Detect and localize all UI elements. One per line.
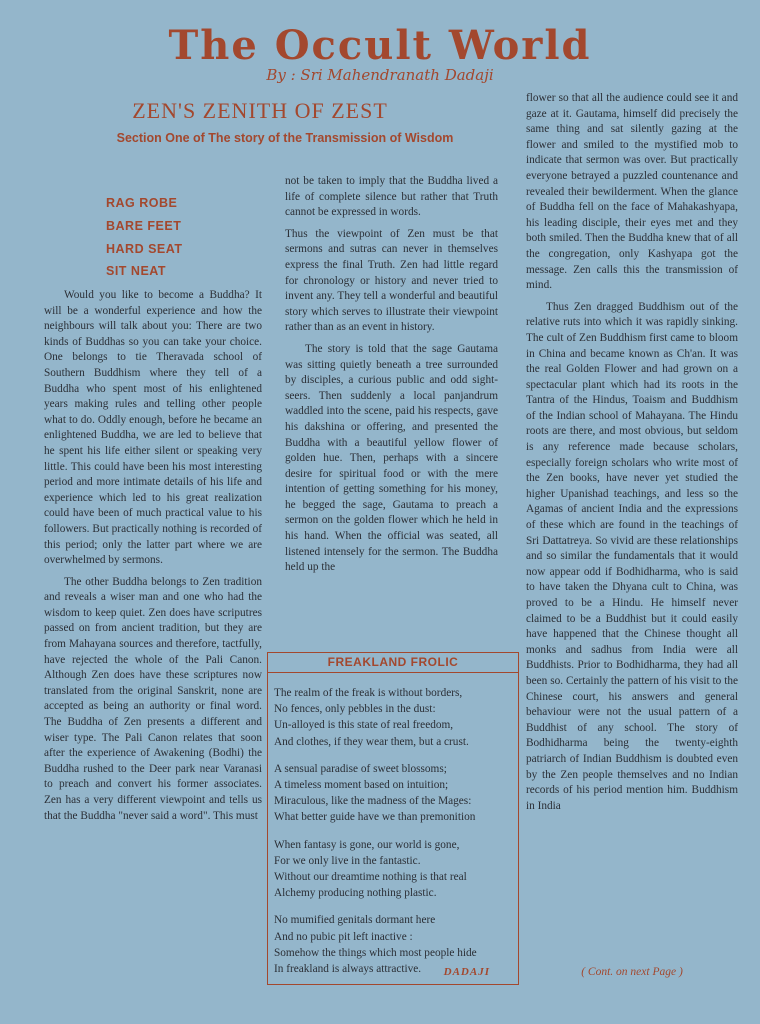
paragraph: Would you like to become a Buddha? It will be a wonderful experience and how the neighbours will talk about you: There are two kinds of Buddhas so you can take your choice. One belongs to tie Theravada school of Southern Buddhism where they tell of a Buddha who spent most of his enlightened years making rules and telling other people what to do. Oddly enough, before he became an enlightened Buddha, we are led to believe that he spent his life either silent or speaking very little. This could have been his most interesting period and more intimate details of his life and experience which led to his great realization could have been of much practical value to his followers. But practically nothing is recorded of this period; only the latter part where we are overwhelmed by sermons.: [44, 289, 262, 567]
motto-list: [106, 192, 256, 283]
poem-line: A timeless moment based on intuition;: [274, 779, 449, 792]
poem-line: Somehow the things which most people hide: [274, 946, 477, 959]
paragraph: The story is told that the sage Gautama was sitting quietly beneath a tree surrounded by disciples, a curious public and odd sight-seers. Then suddenly a local panjandrum waddled into the scene, paid his respects, gave his dakshina or offering, and presented the Buddha with a beautiful yellow flower of golden hue. Then, perhaps with a sincere desire for spiritual food or with the mere intention of getting something for his money, he begged the sage, Gautama to preach a sermon on the golden flower which he held in his hand. When the official was seated, all listened intensely for the sermon. The Buddha held up the: [285, 342, 498, 574]
poem-author: DADAJI: [443, 966, 490, 978]
poem-line: When fantasy is gone, our world is gone,: [274, 838, 460, 851]
poem-line: Un-alloyed is this state of real freedom,: [274, 719, 454, 732]
article-column-3: [526, 91, 738, 820]
poem-stanza: [274, 837, 514, 902]
poem-line: For we only live in the fantastic.: [274, 854, 421, 867]
poem-divider: [268, 672, 518, 673]
motto-line: RAG ROBE: [106, 196, 178, 210]
poem-line: No mumified genitals dormant here: [274, 914, 436, 927]
continued-notice: ( Cont. on next Page ): [581, 966, 683, 978]
paragraph: not be taken to imply that the Buddha lived a life of complete silence but rather that Truth cannot be expressed in words.: [285, 175, 498, 219]
paragraph: The other Buddha belongs to Zen tradition and reveals a wiser man and one who had the wisdom to keep quiet. Zen does have scriputres passed on from ancient tradition, but they are from Mahayana sources and therefore, tactfully, have rejected the whole of the Pali Canon. Although Zen does have these scriptures now translated from the original Sanskrit, none are accepted as being an authority or final word. The Buddha of Zen presents a different and wiser type. The Pali Canon relates that soon after the experience of Awakening (Bodhi) the Buddha rushed to the Deer park near Varanasi to preach and convert his former associates. Zen has a very different viewpoint and tells us that the Buddha "never said a word". This must: [44, 575, 262, 822]
poem-stanza: [274, 685, 514, 750]
byline: By : Sri Mahendranath Dadaji: [266, 66, 494, 84]
poem-line: Miraculous, like the madness of the Mages:: [274, 795, 472, 808]
paragraph: flower so that all the audience could see it and gaze at it. Gautama, himself did precisely the same thing and sat silently gazing at the flower and smiled to the mystified mob to indicate that sermon was over. But practically everyone betrayed a puzzled countenance and revealed their bewilderment. When the glance of Buddha fell on the face of Mahakashyapa, his leading disciple, their eyes met and they both smiled. Then the Buddha knew that of all the congregation, only Kashyapa got the message. Zen calls this the transmission of mind.: [526, 92, 738, 292]
poem-line: No fences, only pebbles in the dust:: [274, 703, 436, 716]
poem-line: What better guide have we than premonition: [274, 811, 476, 824]
section-subtitle: Section One of The story of the Transmission of Wisdom: [116, 131, 454, 145]
poem-line: And no pubic pit left inactive :: [274, 930, 413, 943]
article-column-2: [285, 174, 498, 582]
article-headline: ZEN'S ZENITH OF ZEST: [132, 98, 388, 123]
poem-line: In freakland is always attractive.: [274, 963, 422, 976]
poem-line: And clothes, if they wear them, but a crust.: [274, 735, 469, 748]
masthead-title: The Occult World: [168, 22, 592, 69]
poem-stanza: [274, 761, 514, 826]
motto-line: SIT NEAT: [106, 264, 167, 279]
motto-line: BARE FEET: [106, 218, 182, 233]
poem-body: [274, 685, 514, 988]
motto-line: HARD SEAT: [106, 241, 183, 256]
poem-line: Alchemy producing nothing plastic.: [274, 887, 437, 900]
poem-line: Without our dreamtime nothing is that real: [274, 871, 467, 884]
poem-title: FREAKLAND FROLIC: [327, 655, 459, 669]
paragraph: Thus the viewpoint of Zen must be that sermons and sutras can never in themselves express the final Truth. Zen had little regard for chronology or history and never tried to invent any. They tell a wonderful and beautiful story which serves to illustrate their viewpoint rather than as an event in history.: [285, 227, 498, 334]
poem-line: A sensual paradise of sweet blossoms;: [274, 762, 447, 775]
poem-box: [267, 652, 519, 985]
article-column-1: [44, 288, 262, 830]
poem-line: The realm of the freak is without borders,: [274, 687, 463, 699]
paragraph: Thus Zen dragged Buddhism out of the relative ruts into which it was rapidly sinking. The cult of Zen Buddhism first came to bloom in China and became known as Ch'an. It was the real Golden Flower and had grown on a spectacular plant which had its roots in the Tantra of the Hindus, Toaism and Buddhism of the Indian school of Mahayana. The Hindu roots are there, and most obvious, but seldom is any reference made because scholars, especially foreign scholars who write most of the Zen books, have never yet studied the higher Upanishad teachings, and less so the Agamas of ancient India and the expressions of these which are found in the teachings of Sri Dattatreya. So vivid are these relationships and so similar the fundamentals that it would now appear odd if Bodhidharma, who is said to have taken the Dhyana cult to China, was proved to be a Hindu. He himself never claimed to be a Buddhist but it could easily have happened that the Chinese thought all monks and sadhus from India were all Buddhists. Prior to Bodhidharma, they had all been so. Certainly the pattern of his visit to the Chinese court, his answers and general behaviour were not the usual pattern of a Buddhist of any school. The story of Bodhidharma being the twenty-eighth patriarch of Indian Buddhism is doubted even by the Zen people themselves and no Indian records of his period mention him. Buddhism in India: [526, 300, 738, 812]
